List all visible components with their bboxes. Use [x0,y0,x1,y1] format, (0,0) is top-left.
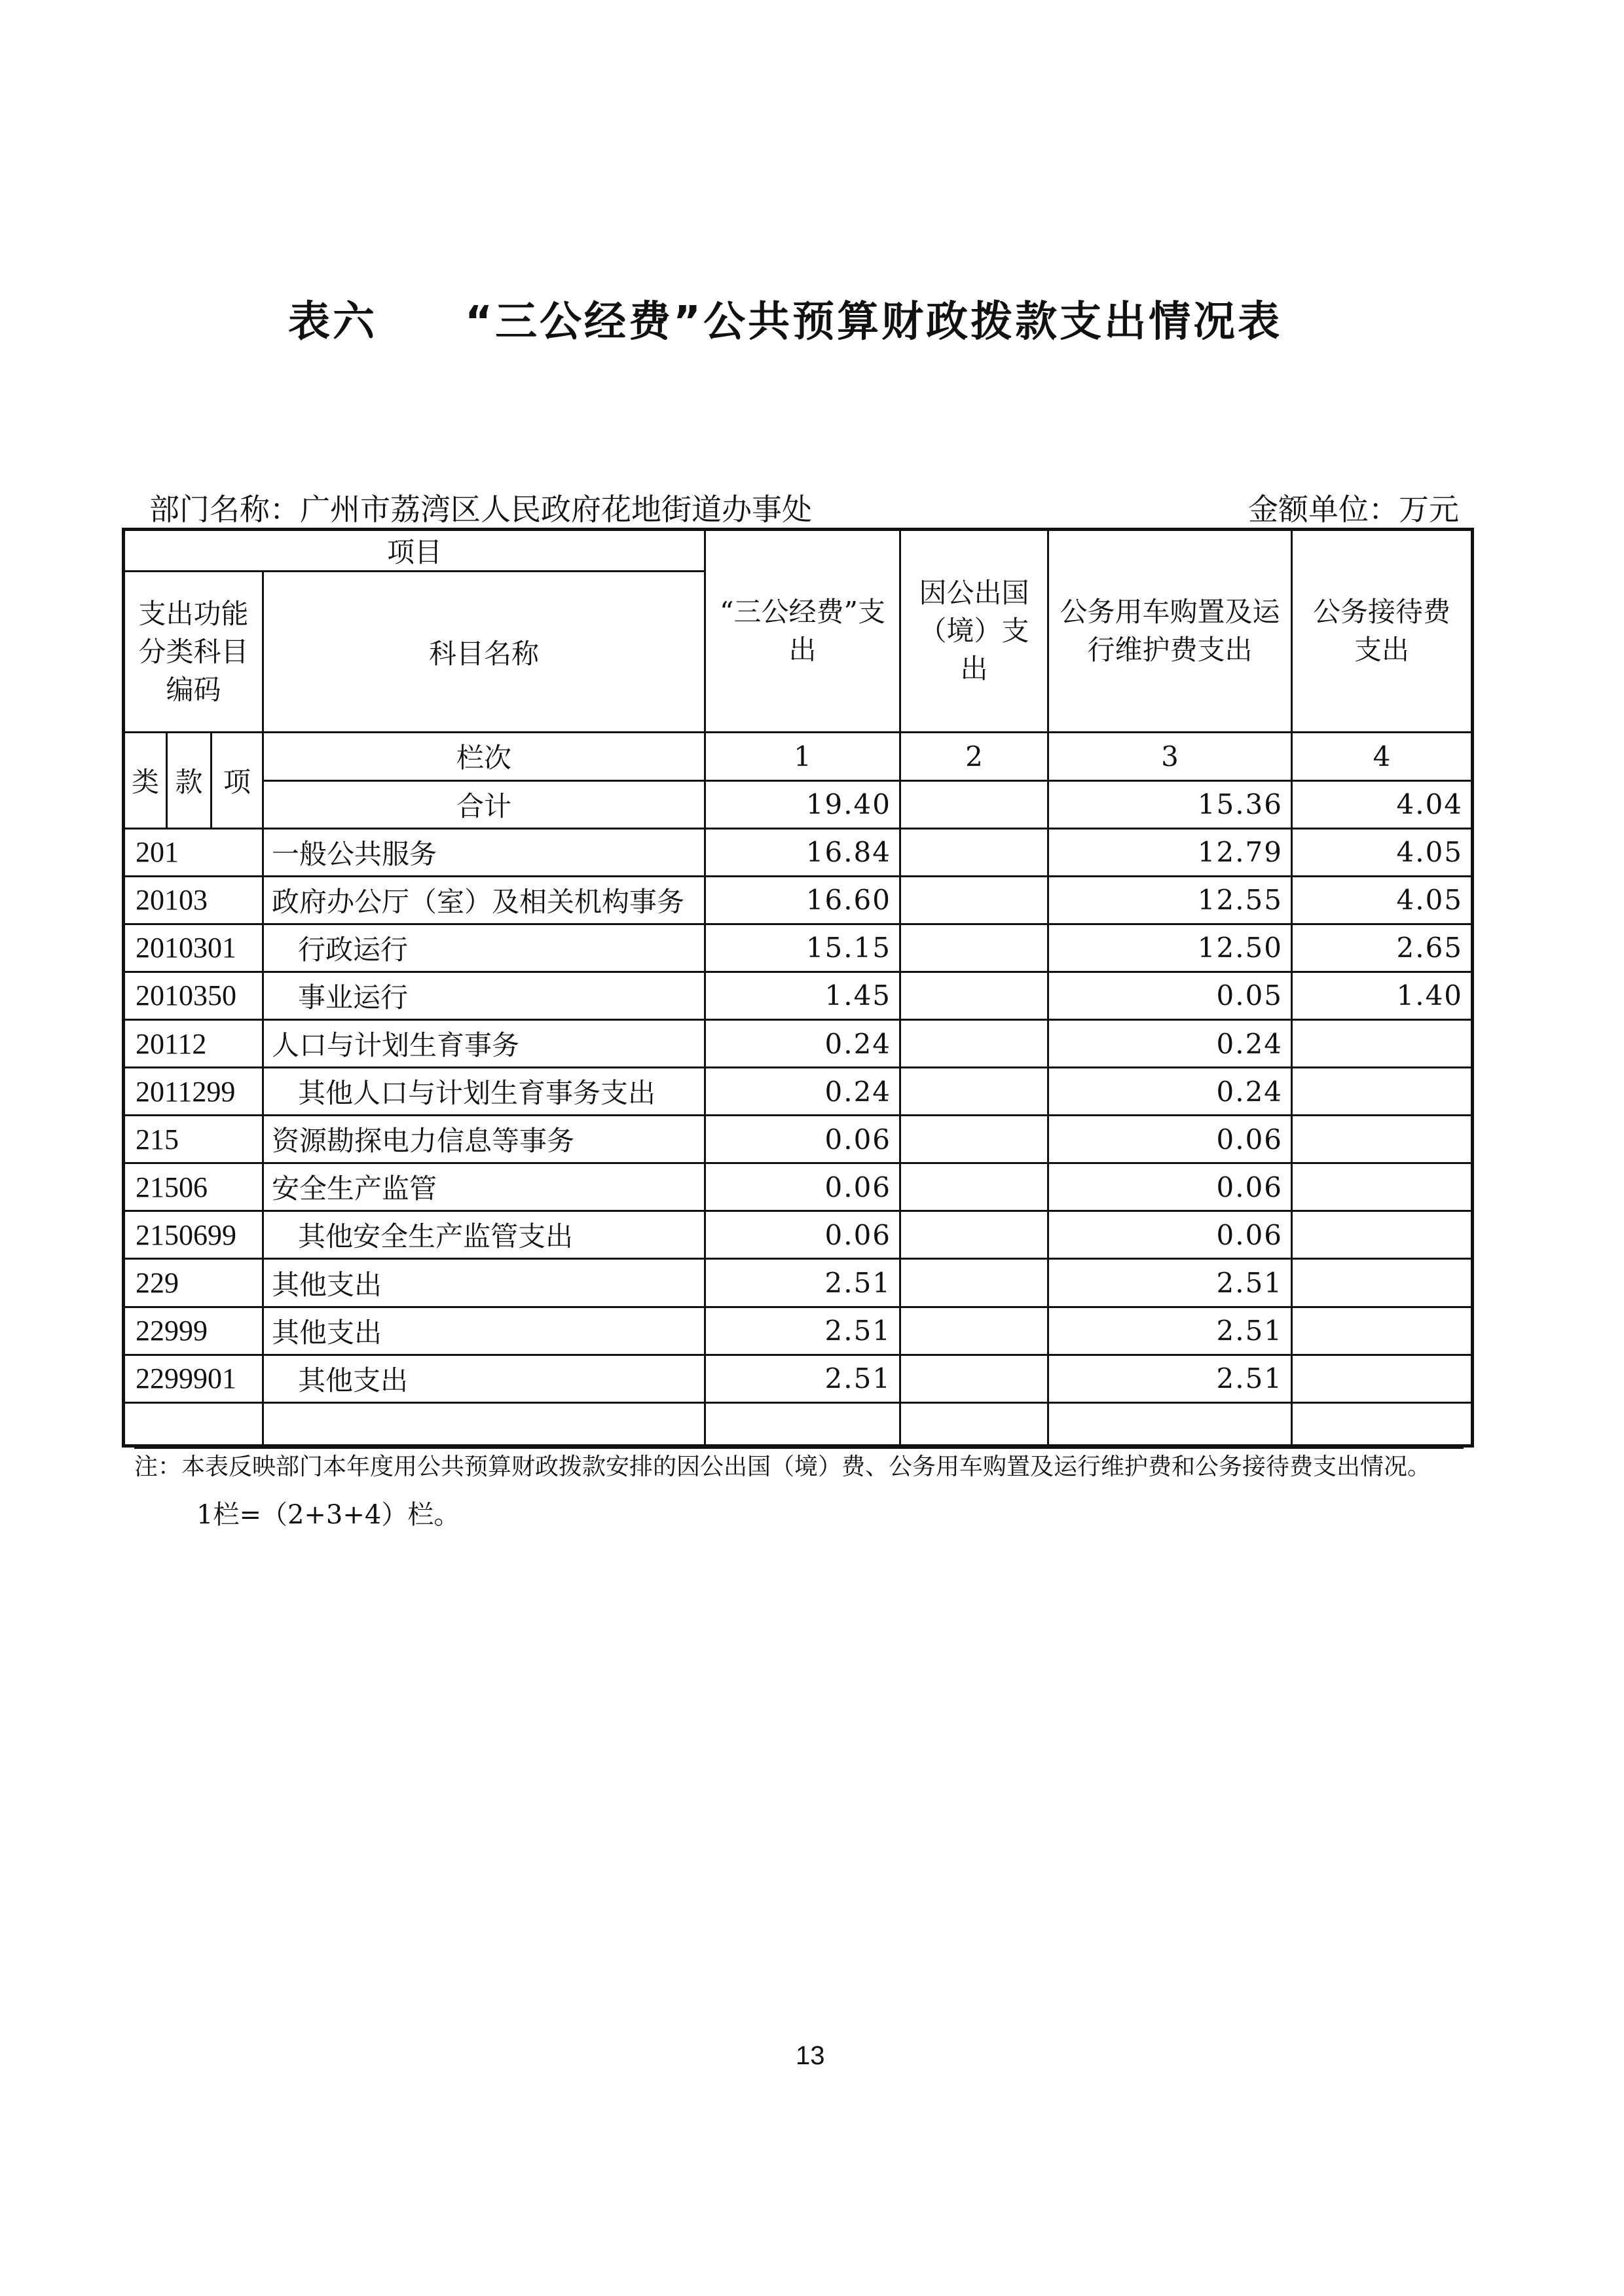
table-title: “三公经费”公共预算财政拨款支出情况表 [465,298,1283,346]
table-note-formula: 1栏=（2+3+4）栏。 [196,1500,460,1530]
total-row [124,780,1473,828]
total-cell: 0.24 [705,1068,900,1116]
name-cell: 资源勘探电力信息等事务 [263,1116,705,1163]
total-cell: 2.51 [705,1307,900,1355]
abroad-cell [900,828,1048,876]
table-row [124,1019,1473,1067]
total-label: 合计 [263,780,705,828]
code-cell: 2150699 [124,1211,263,1259]
abroad-cell [900,1211,1048,1259]
total-cell: 1.45 [705,972,900,1019]
reception-cell: 2.65 [1292,924,1473,972]
reception-cell [1292,1211,1473,1259]
empty-row [124,1402,1473,1446]
vehicle-cell: 2.51 [1048,1307,1292,1355]
xiang-header: 项 [212,733,263,828]
project-header: 项目 [124,530,705,572]
reception-cell [1292,1355,1473,1402]
header-row-project [124,530,1473,572]
empty-cell [705,1402,900,1446]
abroad-cell [900,1163,1048,1211]
table-row [124,1211,1473,1259]
total-cell: 2.51 [705,1355,900,1402]
abroad-cell [900,1259,1048,1307]
empty-cell [1048,1402,1292,1446]
reception-cell [1292,1163,1473,1211]
total-cell: 15.15 [705,924,900,972]
abroad-cell [900,1116,1048,1163]
table-row [124,876,1473,924]
empty-cell [124,1402,263,1446]
col-header-reception: 公务接待费支出 [1292,530,1473,733]
total-cell: 0.24 [705,1019,900,1067]
name-cell: 安全生产监管 [263,1163,705,1211]
table-row [124,1259,1473,1307]
name-cell: 其他人口与计划生育事务支出 [263,1068,705,1116]
col-number-4: 4 [1292,733,1473,780]
vehicle-cell: 2.51 [1048,1355,1292,1402]
table-row [124,1116,1473,1163]
abroad-cell [900,972,1048,1019]
empty-cell [900,1402,1048,1446]
table-row [124,1068,1473,1116]
col-number-2: 2 [900,733,1048,780]
table-row [124,1163,1473,1211]
vehicle-cell: 0.06 [1048,1211,1292,1259]
col-header-total: “三公经费”支出 [705,530,900,733]
table-row [124,828,1473,876]
name-cell: 一般公共服务 [263,828,705,876]
reception-cell [1292,1019,1473,1067]
vehicle-cell: 2.51 [1048,1259,1292,1307]
name-cell: 人口与计划生育事务 [263,1019,705,1067]
empty-cell [1292,1402,1473,1446]
code-cell: 2299901 [124,1355,263,1402]
code-cell: 2011299 [124,1068,263,1116]
name-cell: 其他支出 [263,1259,705,1307]
name-cell: 其他支出 [263,1355,705,1402]
kuan-header: 款 [167,733,212,828]
col-number-3: 3 [1048,733,1292,780]
col-number-1: 1 [705,733,900,780]
code-cell: 20112 [124,1019,263,1067]
page-title [288,288,1282,348]
vehicle-cell: 12.50 [1048,924,1292,972]
abroad-cell [900,780,1048,828]
reception-cell [1292,1116,1473,1163]
table-note: 注：本表反映部门本年度用公共预算财政拨款安排的因公出国（境）费、公务用车购置及运行维护费和公务接待费支出情况。 [134,1447,1464,1485]
total-cell: 16.60 [705,876,900,924]
reception-cell [1292,1068,1473,1116]
abroad-cell [900,924,1048,972]
lanci-row [124,733,1473,780]
lanci-label: 栏次 [263,733,705,780]
page-number: 13 [796,2041,825,2070]
vehicle-cell: 12.55 [1048,876,1292,924]
vehicle-cell: 12.79 [1048,828,1292,876]
reception-cell [1292,1307,1473,1355]
col-header-abroad: 因公出国（境）支出 [900,530,1048,733]
code-header: 支出功能分类科目编码 [124,572,263,733]
reception-cell: 1.40 [1292,972,1473,1019]
code-cell: 215 [124,1116,263,1163]
name-cell: 行政运行 [263,924,705,972]
table-number: 表六 [288,298,377,346]
vehicle-cell: 0.06 [1048,1116,1292,1163]
department-name: 部门名称：广州市荔湾区人民政府花地街道办事处 [149,492,812,527]
abroad-cell [900,1068,1048,1116]
name-cell: 其他支出 [263,1307,705,1355]
total-cell: 0.06 [705,1211,900,1259]
lei-header: 类 [124,733,167,828]
abroad-cell [900,1019,1048,1067]
vehicle-cell: 0.24 [1048,1068,1292,1116]
code-cell: 20103 [124,876,263,924]
total-cell: 2.51 [705,1259,900,1307]
vehicle-cell: 0.24 [1048,1019,1292,1067]
vehicle-cell: 0.06 [1048,1163,1292,1211]
amount-unit: 金额单位：万元 [1248,492,1459,527]
table-row [124,924,1473,972]
code-cell: 21506 [124,1163,263,1211]
name-cell: 政府办公厅（室）及相关机构事务 [263,876,705,924]
reception-cell [1292,1259,1473,1307]
reception-cell: 4.05 [1292,828,1473,876]
expenditure-table [122,528,1474,1448]
code-cell: 229 [124,1259,263,1307]
name-cell: 事业运行 [263,972,705,1019]
vehicle-cell: 15.36 [1048,780,1292,828]
code-cell: 2010350 [124,972,263,1019]
table-row [124,1307,1473,1355]
empty-cell [263,1402,705,1446]
table-row [124,1355,1473,1402]
table-row [124,972,1473,1019]
meta-row [149,486,1459,528]
reception-cell: 4.05 [1292,876,1473,924]
abroad-cell [900,1355,1048,1402]
name-cell: 其他安全生产监管支出 [263,1211,705,1259]
code-cell: 22999 [124,1307,263,1355]
col-header-vehicle: 公务用车购置及运行维护费支出 [1048,530,1292,733]
total-cell: 19.40 [705,780,900,828]
vehicle-cell: 0.05 [1048,972,1292,1019]
total-cell: 0.06 [705,1116,900,1163]
code-cell: 2010301 [124,924,263,972]
total-cell: 0.06 [705,1163,900,1211]
abroad-cell [900,1307,1048,1355]
total-cell: 16.84 [705,828,900,876]
reception-cell: 4.04 [1292,780,1473,828]
name-header: 科目名称 [263,572,705,733]
code-cell: 201 [124,828,263,876]
abroad-cell [900,876,1048,924]
